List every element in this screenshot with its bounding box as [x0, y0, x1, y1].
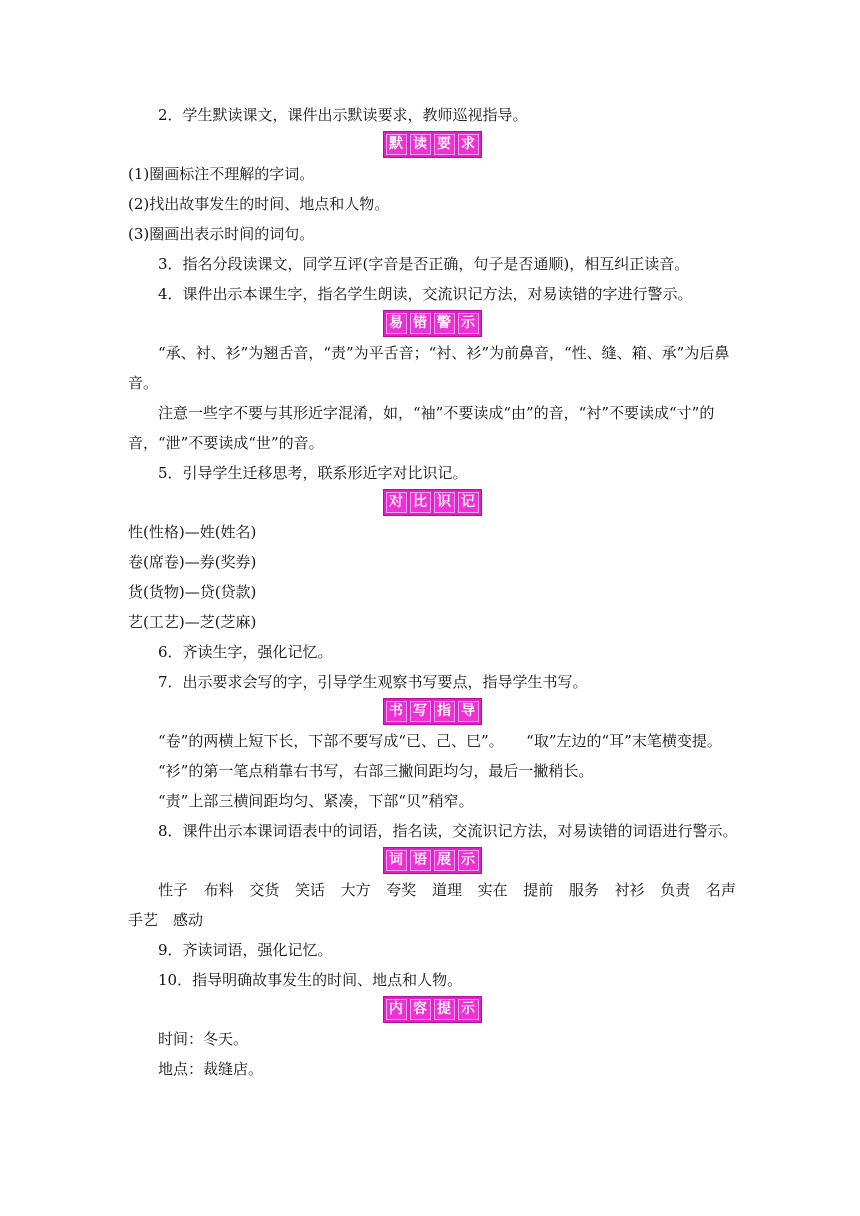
- writing-note-ze: “责”上部三横间距均匀、紧凑，下部“贝”稍窄。: [158, 792, 474, 810]
- compare-pair: 货(货物)—贷(贷款): [128, 583, 257, 601]
- badge-char: 读: [410, 134, 431, 155]
- section-badge-writing-guide: [383, 698, 482, 725]
- badge-char: 写: [410, 701, 431, 722]
- badge-char: 展: [434, 850, 455, 871]
- badge-row-writing-guide: [128, 697, 736, 726]
- badge-char: 容: [410, 999, 431, 1020]
- vocab-word: 提前: [523, 881, 554, 899]
- requirement-3: (3)圈画出表示时间的词句。: [128, 225, 315, 243]
- step-3: 3．指名分段读课文，同学互评(字音是否正确，句子是否通顺)，相互纠正读音。: [158, 255, 690, 273]
- badge-char: 易: [386, 313, 407, 334]
- requirement-2: (2)找出故事发生的时间、地点和人物。: [128, 195, 390, 213]
- writing-note-juan-qu: “卷”的两横上短下长，下部不要写成“已、己、巳”。 “取”左边的“耳”末笔横变提。: [158, 732, 722, 750]
- badge-char: 示: [458, 999, 479, 1020]
- badge-char: 示: [458, 313, 479, 334]
- step-5: 5．引导学生迁移思考，联系形近字对比识记。: [158, 464, 468, 482]
- badge-char: 示: [458, 850, 479, 871]
- badge-char: 导: [458, 701, 479, 722]
- section-badge-error-warning: [383, 310, 482, 337]
- section-badge-compare: [383, 489, 482, 516]
- badge-char: 词: [386, 850, 407, 871]
- badge-row-compare: [128, 488, 736, 517]
- badge-row-silent-reading: [128, 130, 736, 159]
- vocab-word: 笑话: [294, 881, 325, 899]
- story-place: 地点：裁缝店。: [158, 1060, 264, 1078]
- document-body: [128, 100, 736, 1084]
- badge-char: 错: [410, 313, 431, 334]
- step-2: 2．学生默读课文，课件出示默读要求，教师巡视指导。: [158, 106, 528, 124]
- compare-pair: 艺(工艺)—芝(芝麻): [128, 613, 257, 631]
- badge-char: 对: [386, 492, 407, 513]
- badge-char: 提: [434, 999, 455, 1020]
- badge-char: 语: [410, 850, 431, 871]
- writing-note-shan: “衫”的第一笔点稍靠右书写，右部三撇间距均匀，最后一撇稍长。: [158, 762, 594, 780]
- step-9: 9．齐读词语，强化记忆。: [158, 941, 333, 959]
- vocab-word: 衬衫: [614, 881, 645, 899]
- vocabulary-list: [128, 875, 736, 905]
- badge-char: 要: [434, 134, 455, 155]
- vocab-word: 服务: [568, 881, 599, 899]
- compare-pair: 卷(席卷)—券(奖券): [128, 553, 257, 571]
- vocabulary-list-continued: 手艺 感动: [128, 911, 204, 929]
- step-6: 6．齐读生字，强化记忆。: [158, 643, 333, 661]
- badge-char: 比: [410, 492, 431, 513]
- vocab-word: 交货: [249, 881, 280, 899]
- step-10: 10．指导明确故事发生的时间、地点和人物。: [158, 971, 463, 989]
- section-badge-vocabulary: [383, 847, 482, 874]
- step-7: 7．出示要求会写的字，引导学生观察书写要点，指导学生书写。: [158, 673, 588, 691]
- confusion-note: 注意一些字不要与其形近字混淆，如，“袖”不要读成“由”的音，“衬”不要读成“寸”的音，“泄”不要读成“世”的音。: [128, 404, 715, 452]
- badge-char: 内: [386, 999, 407, 1020]
- badge-char: 求: [458, 134, 479, 155]
- step-4: 4．课件出示本课生字，指名学生朗读，交流识记方法，对易读错的字进行警示。: [158, 285, 693, 303]
- compare-pair: 性(性格)—姓(姓名): [128, 523, 257, 541]
- badge-char: 识: [434, 492, 455, 513]
- badge-row-error-warning: [128, 309, 736, 338]
- badge-char: 记: [458, 492, 479, 513]
- vocab-word: 名声: [705, 881, 736, 899]
- badge-char: 指: [434, 701, 455, 722]
- badge-char: 书: [386, 701, 407, 722]
- pronunciation-note: “承、衬、衫”为翘舌音，“责”为平舌音；“衬、衫”为前鼻音，“性、缝、箱、承”为后鼻音。: [128, 344, 730, 392]
- vocab-word: 布料: [203, 881, 234, 899]
- requirement-1: (1)圈画标注不理解的字词。: [128, 165, 315, 183]
- vocab-word: 大方: [340, 881, 371, 899]
- badge-row-content-hint: [128, 995, 736, 1024]
- badge-row-vocabulary: [128, 846, 736, 875]
- badge-char: 默: [386, 134, 407, 155]
- vocab-word: 实在: [477, 881, 508, 899]
- section-badge-silent-reading: [383, 131, 482, 158]
- vocab-word: 夸奖: [386, 881, 417, 899]
- section-badge-content-hint: [383, 996, 482, 1023]
- vocab-word: 负责: [660, 881, 691, 899]
- badge-char: 警: [434, 313, 455, 334]
- step-8: 8．课件出示本课词语表中的词语，指名读，交流识记方法，对易读错的词语进行警示。: [158, 822, 738, 840]
- story-time: 时间：冬天。: [158, 1030, 249, 1048]
- vocab-word: 性子: [158, 881, 189, 899]
- vocab-word: 道理: [431, 881, 462, 899]
